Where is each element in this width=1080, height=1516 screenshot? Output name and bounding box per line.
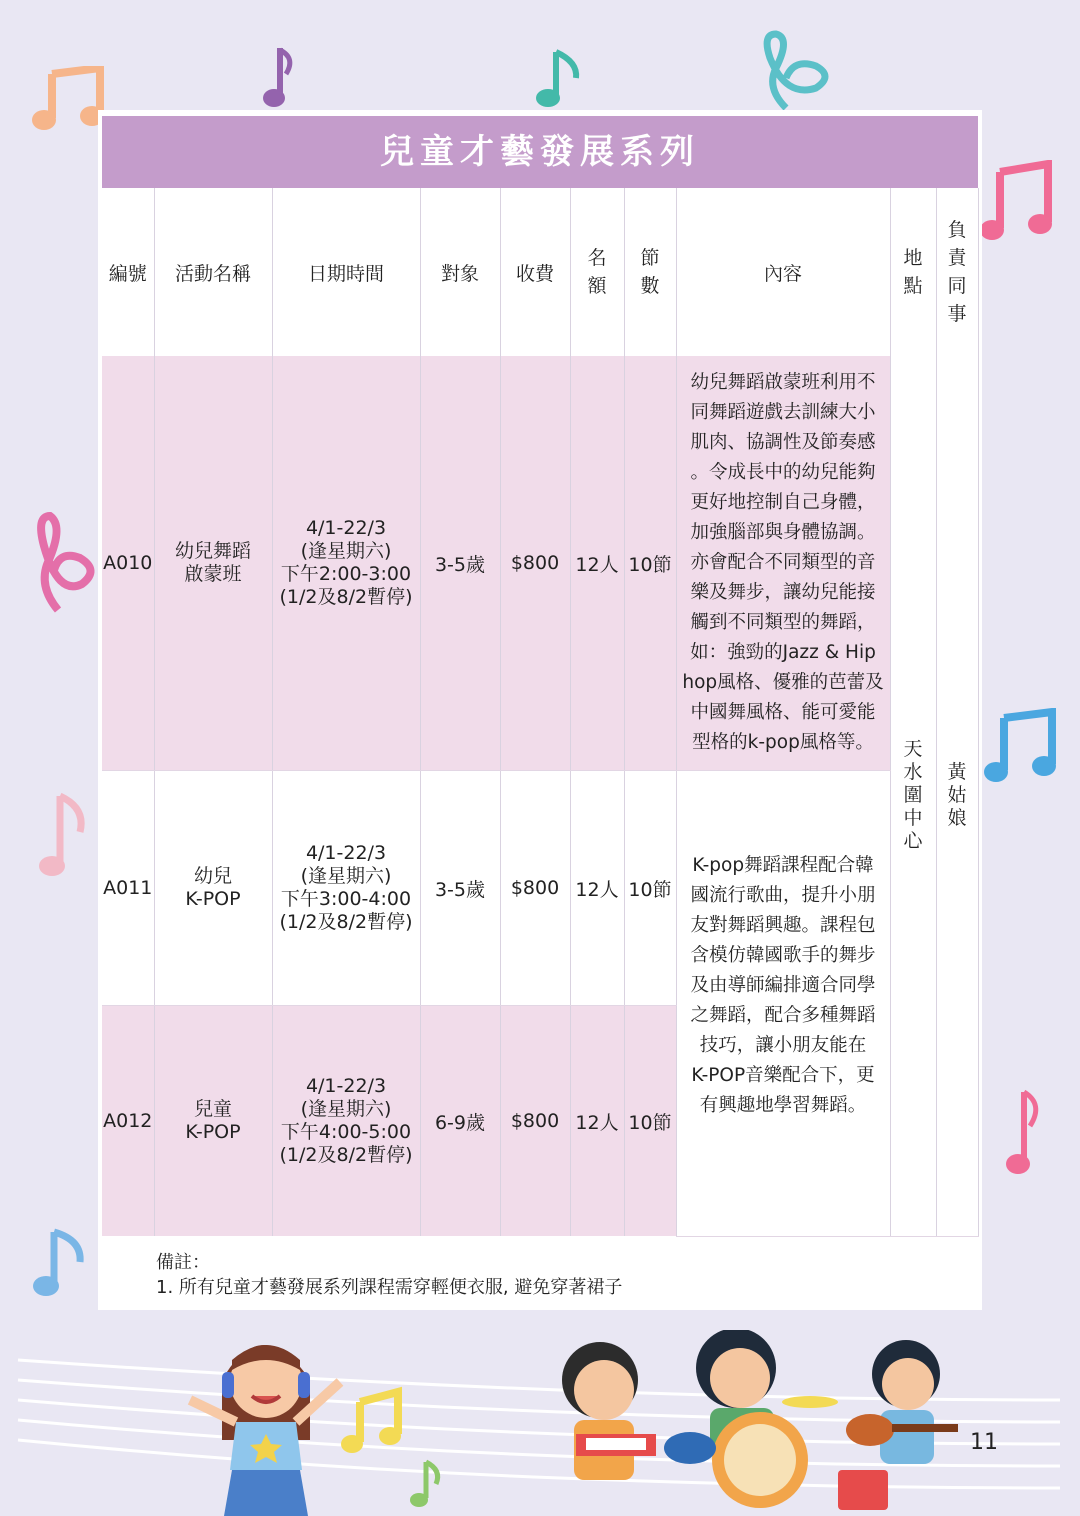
music-note-icon bbox=[982, 708, 1058, 786]
row-fee: $800 bbox=[500, 771, 570, 1006]
music-note-icon bbox=[1000, 1086, 1050, 1178]
kpop-content: K-pop舞蹈課程配合韓 國流行歌曲，提升小朋 友對舞蹈興趣。課程包 含模仿韓國歌手的舞步 及由導師編排適合同學 之舞蹈，配合多種舞蹈 技巧，讓小朋友能在 K-POP音樂配合下，更 有興趣地學習舞蹈。 bbox=[676, 771, 890, 1237]
row-fee: $800 bbox=[500, 1006, 570, 1237]
header-code: 編號 bbox=[102, 188, 154, 356]
row-target: 6-9歲 bbox=[420, 1006, 500, 1237]
girl-headphones-illustration bbox=[190, 1345, 340, 1516]
row-quota: 12人 bbox=[570, 771, 624, 1006]
row-datetime: 4/1-22/3 (逢星期六) 下午2:00-3:00 (1/2及8/2暫停) bbox=[272, 356, 420, 771]
row-name: 幼兒 K-POP bbox=[154, 771, 272, 1006]
row-quota: 12人 bbox=[570, 1006, 624, 1237]
row-sessions: 10節 bbox=[624, 356, 676, 771]
row-datetime: 4/1-22/3 (逢星期六) 下午3:00-4:00 (1/2及8/2暫停) bbox=[272, 771, 420, 1006]
schedule-card bbox=[98, 110, 982, 1310]
header-name: 活動名稱 bbox=[154, 188, 272, 356]
row-code: A010 bbox=[102, 356, 154, 771]
music-staff-illustration bbox=[0, 1330, 1080, 1516]
row-datetime: 4/1-22/3 (逢星期六) 下午4:00-5:00 (1/2及8/2暫停) bbox=[272, 1006, 420, 1237]
header-target: 對象 bbox=[420, 188, 500, 356]
header-fee: 收費 bbox=[500, 188, 570, 356]
row-code: A012 bbox=[102, 1006, 154, 1237]
table-row bbox=[102, 356, 978, 771]
venue-cell: 天 水 圍 中 心 bbox=[890, 356, 936, 1236]
header-quota: 名 額 bbox=[570, 188, 624, 356]
remarks bbox=[156, 1250, 622, 1300]
header-staff: 負 責 同 事 bbox=[936, 188, 978, 356]
music-note-icon bbox=[36, 790, 90, 880]
row-name: 兒童 K-POP bbox=[154, 1006, 272, 1237]
row-sessions: 10節 bbox=[624, 1006, 676, 1237]
row-sessions: 10節 bbox=[624, 771, 676, 1006]
music-note-icon bbox=[532, 48, 586, 110]
schedule-table bbox=[102, 188, 979, 1237]
row-fee: $800 bbox=[500, 356, 570, 771]
page-title: 兒童才藝發展系列 bbox=[102, 116, 978, 188]
row-target: 3-5歲 bbox=[420, 771, 500, 1006]
music-note-icon bbox=[30, 1226, 88, 1300]
page-number: 11 bbox=[970, 1430, 998, 1455]
table-row bbox=[102, 771, 978, 1006]
row-code: A011 bbox=[102, 771, 154, 1006]
header-datetime: 日期時間 bbox=[272, 188, 420, 356]
remarks-label: 備註： bbox=[156, 1252, 210, 1273]
remarks-item: 1. 所有兒童才藝發展系列課程需穿輕便衣服, 避免穿著裙子 bbox=[156, 1277, 623, 1298]
row-content: 幼兒舞蹈啟蒙班利用不 同舞蹈遊戲去訓練大小 肌肉、協調性及節奏感 。令成長中的幼兒能夠 更好地控制自己身體， 加強腦部與身體協調。 亦會配合不同類型的音 樂及舞步，讓幼兒能接 觸到不同類型的舞蹈， 如：強勁的Jazz & Hip hop風格、優雅的芭蕾及 中國舞風格、能可愛能 型格的k-pop風格等。 bbox=[676, 356, 890, 771]
row-name: 幼兒舞蹈 啟蒙班 bbox=[154, 356, 272, 771]
header-content: 內容 bbox=[676, 188, 890, 356]
children-band-illustration bbox=[562, 1330, 958, 1510]
staff-cell: 黃 姑 娘 bbox=[936, 356, 978, 1236]
music-note-icon bbox=[258, 44, 298, 110]
music-note-icon bbox=[978, 160, 1054, 244]
row-quota: 12人 bbox=[570, 356, 624, 771]
header-venue: 地 點 bbox=[890, 188, 936, 356]
header-sessions: 節 數 bbox=[624, 188, 676, 356]
table-header-row bbox=[102, 188, 978, 356]
music-note-icon bbox=[30, 66, 106, 132]
treble-clef-icon bbox=[746, 28, 838, 114]
treble-clef-icon bbox=[18, 506, 98, 616]
row-target: 3-5歲 bbox=[420, 356, 500, 771]
